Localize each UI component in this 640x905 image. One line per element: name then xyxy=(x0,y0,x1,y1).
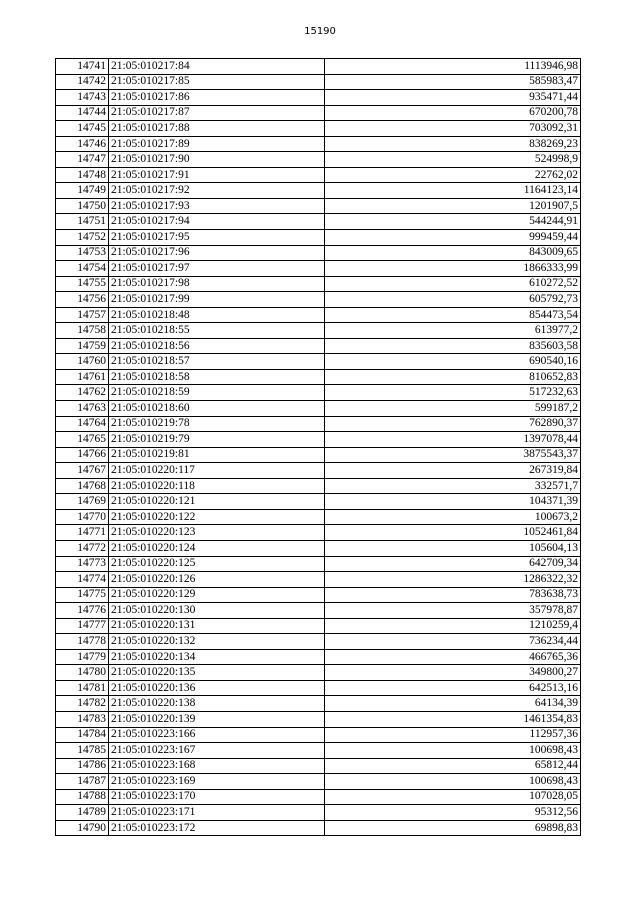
table-row xyxy=(56,743,581,759)
table-row xyxy=(56,121,581,137)
table-row xyxy=(56,603,581,619)
row-number-cell: 14769 xyxy=(56,494,109,510)
table-row xyxy=(56,525,581,541)
row-number-cell: 14788 xyxy=(56,789,109,805)
cadastral-value-cell: 1201907,5 xyxy=(325,198,581,214)
cadastral-number-cell: 21:05:010220:131 xyxy=(109,618,325,634)
row-number-cell: 14751 xyxy=(56,214,109,230)
cadastral-number-cell: 21:05:010218:58 xyxy=(109,369,325,385)
row-number-cell: 14787 xyxy=(56,774,109,790)
cadastral-number-cell: 21:05:010223:168 xyxy=(109,758,325,774)
row-number-cell: 14774 xyxy=(56,572,109,588)
cadastral-value-cell: 838269,23 xyxy=(325,136,581,152)
cadastral-number-cell: 21:05:010223:169 xyxy=(109,774,325,790)
row-number-cell: 14743 xyxy=(56,90,109,106)
cadastral-value-cell: 349800,27 xyxy=(325,665,581,681)
cadastral-number-cell: 21:05:010217:84 xyxy=(109,59,325,75)
table-row xyxy=(56,447,581,463)
table-row xyxy=(56,323,581,339)
table-row xyxy=(56,261,581,277)
table-row xyxy=(56,183,581,199)
row-number-cell: 14748 xyxy=(56,167,109,183)
cadastral-number-cell: 21:05:010220:117 xyxy=(109,463,325,479)
cadastral-value-cell: 100673,2 xyxy=(325,509,581,525)
cadastral-value-cell: 64134,39 xyxy=(325,696,581,712)
cadastral-value-cell: 357978,87 xyxy=(325,603,581,619)
table-row xyxy=(56,556,581,572)
row-number-cell: 14764 xyxy=(56,416,109,432)
table-row xyxy=(56,634,581,650)
cadastral-number-cell: 21:05:010217:99 xyxy=(109,292,325,308)
row-number-cell: 14761 xyxy=(56,369,109,385)
cadastral-number-cell: 21:05:010217:87 xyxy=(109,105,325,121)
cadastral-value-cell: 267319,84 xyxy=(325,463,581,479)
cadastral-value-cell: 703092,31 xyxy=(325,121,581,137)
row-number-cell: 14745 xyxy=(56,121,109,137)
row-number-cell: 14772 xyxy=(56,540,109,556)
cadastral-value-cell: 1286322,32 xyxy=(325,572,581,588)
cadastral-value-cell: 843009,65 xyxy=(325,245,581,261)
cadastral-value-cell: 762890,37 xyxy=(325,416,581,432)
page-number: 15190 xyxy=(304,26,336,37)
table-row xyxy=(56,167,581,183)
row-number-cell: 14750 xyxy=(56,198,109,214)
row-number-cell: 14759 xyxy=(56,338,109,354)
table-row xyxy=(56,416,581,432)
table-row xyxy=(56,385,581,401)
row-number-cell: 14782 xyxy=(56,696,109,712)
row-number-cell: 14757 xyxy=(56,307,109,323)
cadastral-number-cell: 21:05:010217:89 xyxy=(109,136,325,152)
cadastral-number-cell: 21:05:010218:55 xyxy=(109,323,325,339)
cadastral-number-cell: 21:05:010219:79 xyxy=(109,432,325,448)
cadastral-value-cell: 835603,58 xyxy=(325,338,581,354)
row-number-cell: 14783 xyxy=(56,711,109,727)
table-row xyxy=(56,401,581,417)
cadastral-value-cell: 95312,56 xyxy=(325,805,581,821)
cadastral-number-cell: 21:05:010220:122 xyxy=(109,509,325,525)
table-row xyxy=(56,805,581,821)
cadastral-number-cell: 21:05:010218:48 xyxy=(109,307,325,323)
table-row xyxy=(56,665,581,681)
cadastral-value-cell: 690540,16 xyxy=(325,354,581,370)
row-number-cell: 14789 xyxy=(56,805,109,821)
cadastral-number-cell: 21:05:010220:125 xyxy=(109,556,325,572)
cadastral-number-cell: 21:05:010217:91 xyxy=(109,167,325,183)
cadastral-number-cell: 21:05:010219:78 xyxy=(109,416,325,432)
cadastral-number-cell: 21:05:010217:95 xyxy=(109,230,325,246)
cadastral-number-cell: 21:05:010223:166 xyxy=(109,727,325,743)
table-row xyxy=(56,354,581,370)
row-number-cell: 14786 xyxy=(56,758,109,774)
cadastral-value-cell: 65812,44 xyxy=(325,758,581,774)
cadastral-number-cell: 21:05:010223:167 xyxy=(109,743,325,759)
row-number-cell: 14785 xyxy=(56,743,109,759)
cadastral-value-cell: 783638,73 xyxy=(325,587,581,603)
cadastral-number-cell: 21:05:010217:90 xyxy=(109,152,325,168)
cadastral-number-cell: 21:05:010217:96 xyxy=(109,245,325,261)
table-row xyxy=(56,774,581,790)
row-number-cell: 14775 xyxy=(56,587,109,603)
cadastral-value-cell: 999459,44 xyxy=(325,230,581,246)
cadastral-number-cell: 21:05:010220:118 xyxy=(109,478,325,494)
cadastral-number-cell: 21:05:010217:93 xyxy=(109,198,325,214)
cadastral-number-cell: 21:05:010220:123 xyxy=(109,525,325,541)
cadastral-value-cell: 599187,2 xyxy=(325,401,581,417)
cadastral-value-cell: 112957,36 xyxy=(325,727,581,743)
cadastral-value-cell: 1210259,4 xyxy=(325,618,581,634)
row-number-cell: 14746 xyxy=(56,136,109,152)
table-row xyxy=(56,696,581,712)
cadastral-number-cell: 21:05:010218:59 xyxy=(109,385,325,401)
table-row xyxy=(56,540,581,556)
cadastral-number-cell: 21:05:010218:57 xyxy=(109,354,325,370)
table-row xyxy=(56,74,581,90)
cadastral-value-cell: 544244,91 xyxy=(325,214,581,230)
row-number-cell: 14741 xyxy=(56,59,109,75)
cadastral-number-cell: 21:05:010220:126 xyxy=(109,572,325,588)
cadastral-number-cell: 21:05:010220:132 xyxy=(109,634,325,650)
row-number-cell: 14773 xyxy=(56,556,109,572)
table-row xyxy=(56,230,581,246)
cadastral-value-cell: 1052461,84 xyxy=(325,525,581,541)
row-number-cell: 14790 xyxy=(56,820,109,836)
cadastral-value-cell: 642513,16 xyxy=(325,680,581,696)
row-number-cell: 14767 xyxy=(56,463,109,479)
row-number-cell: 14765 xyxy=(56,432,109,448)
cadastral-value-cell: 585983,47 xyxy=(325,74,581,90)
cadastral-value-cell: 69898,83 xyxy=(325,820,581,836)
table-row xyxy=(56,727,581,743)
cadastral-value-cell: 1866333,99 xyxy=(325,261,581,277)
table-row xyxy=(56,509,581,525)
table-row xyxy=(56,245,581,261)
row-number-cell: 14781 xyxy=(56,680,109,696)
cadastral-number-cell: 21:05:010220:129 xyxy=(109,587,325,603)
row-number-cell: 14777 xyxy=(56,618,109,634)
cadastral-number-cell: 21:05:010223:171 xyxy=(109,805,325,821)
cadastral-value-cell: 1113946,98 xyxy=(325,59,581,75)
cadastral-number-cell: 21:05:010220:135 xyxy=(109,665,325,681)
cadastral-number-cell: 21:05:010217:98 xyxy=(109,276,325,292)
cadastral-number-cell: 21:05:010220:121 xyxy=(109,494,325,510)
cadastral-value-table xyxy=(55,58,581,836)
cadastral-number-cell: 21:05:010217:88 xyxy=(109,121,325,137)
row-number-cell: 14770 xyxy=(56,509,109,525)
cadastral-value-cell: 642709,34 xyxy=(325,556,581,572)
cadastral-value-cell: 100698,43 xyxy=(325,774,581,790)
row-number-cell: 14744 xyxy=(56,105,109,121)
table-row xyxy=(56,59,581,75)
cadastral-value-cell: 107028,05 xyxy=(325,789,581,805)
cadastral-value-cell: 613977,2 xyxy=(325,323,581,339)
table-row xyxy=(56,198,581,214)
row-number-cell: 14755 xyxy=(56,276,109,292)
row-number-cell: 14776 xyxy=(56,603,109,619)
cadastral-value-cell: 736234,44 xyxy=(325,634,581,650)
cadastral-number-cell: 21:05:010220:136 xyxy=(109,680,325,696)
cadastral-value-cell: 810652,83 xyxy=(325,369,581,385)
table-row xyxy=(56,649,581,665)
cadastral-value-cell: 605792,73 xyxy=(325,292,581,308)
cadastral-number-cell: 21:05:010219:81 xyxy=(109,447,325,463)
row-number-cell: 14747 xyxy=(56,152,109,168)
row-number-cell: 14742 xyxy=(56,74,109,90)
table-row xyxy=(56,494,581,510)
table-row xyxy=(56,463,581,479)
table-row xyxy=(56,292,581,308)
cadastral-number-cell: 21:05:010217:97 xyxy=(109,261,325,277)
table-row xyxy=(56,136,581,152)
cadastral-number-cell: 21:05:010218:60 xyxy=(109,401,325,417)
cadastral-value-cell: 100698,43 xyxy=(325,743,581,759)
table-row xyxy=(56,478,581,494)
cadastral-value-cell: 3875543,37 xyxy=(325,447,581,463)
row-number-cell: 14756 xyxy=(56,292,109,308)
table-row xyxy=(56,711,581,727)
cadastral-number-cell: 21:05:010217:85 xyxy=(109,74,325,90)
cadastral-value-cell: 935471,44 xyxy=(325,90,581,106)
table-row xyxy=(56,618,581,634)
table-row xyxy=(56,214,581,230)
cadastral-value-cell: 1397078,44 xyxy=(325,432,581,448)
row-number-cell: 14760 xyxy=(56,354,109,370)
row-number-cell: 14779 xyxy=(56,649,109,665)
cadastral-value-cell: 854473,54 xyxy=(325,307,581,323)
row-number-cell: 14753 xyxy=(56,245,109,261)
row-number-cell: 14758 xyxy=(56,323,109,339)
cadastral-value-cell: 610272,52 xyxy=(325,276,581,292)
cadastral-number-cell: 21:05:010217:86 xyxy=(109,90,325,106)
cadastral-value-cell: 1164123,14 xyxy=(325,183,581,199)
cadastral-number-cell: 21:05:010220:138 xyxy=(109,696,325,712)
cadastral-number-cell: 21:05:010220:139 xyxy=(109,711,325,727)
table-row xyxy=(56,758,581,774)
row-number-cell: 14766 xyxy=(56,447,109,463)
table-row xyxy=(56,820,581,836)
row-number-cell: 14784 xyxy=(56,727,109,743)
cadastral-number-cell: 21:05:010220:130 xyxy=(109,603,325,619)
cadastral-value-cell: 105604,13 xyxy=(325,540,581,556)
row-number-cell: 14752 xyxy=(56,230,109,246)
row-number-cell: 14771 xyxy=(56,525,109,541)
table-row xyxy=(56,432,581,448)
row-number-cell: 14778 xyxy=(56,634,109,650)
cadastral-value-cell: 517232,63 xyxy=(325,385,581,401)
table-row xyxy=(56,338,581,354)
cadastral-number-cell: 21:05:010220:124 xyxy=(109,540,325,556)
cadastral-value-cell: 332571,7 xyxy=(325,478,581,494)
cadastral-value-cell: 670200,78 xyxy=(325,105,581,121)
row-number-cell: 14763 xyxy=(56,401,109,417)
row-number-cell: 14768 xyxy=(56,478,109,494)
table-row xyxy=(56,369,581,385)
cadastral-value-cell: 1461354,83 xyxy=(325,711,581,727)
table-row xyxy=(56,680,581,696)
table-row xyxy=(56,105,581,121)
cadastral-number-cell: 21:05:010217:94 xyxy=(109,214,325,230)
row-number-cell: 14780 xyxy=(56,665,109,681)
table-row xyxy=(56,90,581,106)
cadastral-value-cell: 104371,39 xyxy=(325,494,581,510)
table-row xyxy=(56,276,581,292)
row-number-cell: 14762 xyxy=(56,385,109,401)
cadastral-number-cell: 21:05:010223:172 xyxy=(109,820,325,836)
cadastral-number-cell: 21:05:010223:170 xyxy=(109,789,325,805)
row-number-cell: 14754 xyxy=(56,261,109,277)
cadastral-value-cell: 22762,02 xyxy=(325,167,581,183)
row-number-cell: 14749 xyxy=(56,183,109,199)
cadastral-value-cell: 466765,36 xyxy=(325,649,581,665)
table-row xyxy=(56,307,581,323)
cadastral-number-cell: 21:05:010220:134 xyxy=(109,649,325,665)
table-body xyxy=(56,59,581,836)
cadastral-number-cell: 21:05:010218:56 xyxy=(109,338,325,354)
cadastral-value-cell: 524998,9 xyxy=(325,152,581,168)
table-row xyxy=(56,152,581,168)
table-row xyxy=(56,572,581,588)
table-row xyxy=(56,587,581,603)
cadastral-number-cell: 21:05:010217:92 xyxy=(109,183,325,199)
table-row xyxy=(56,789,581,805)
